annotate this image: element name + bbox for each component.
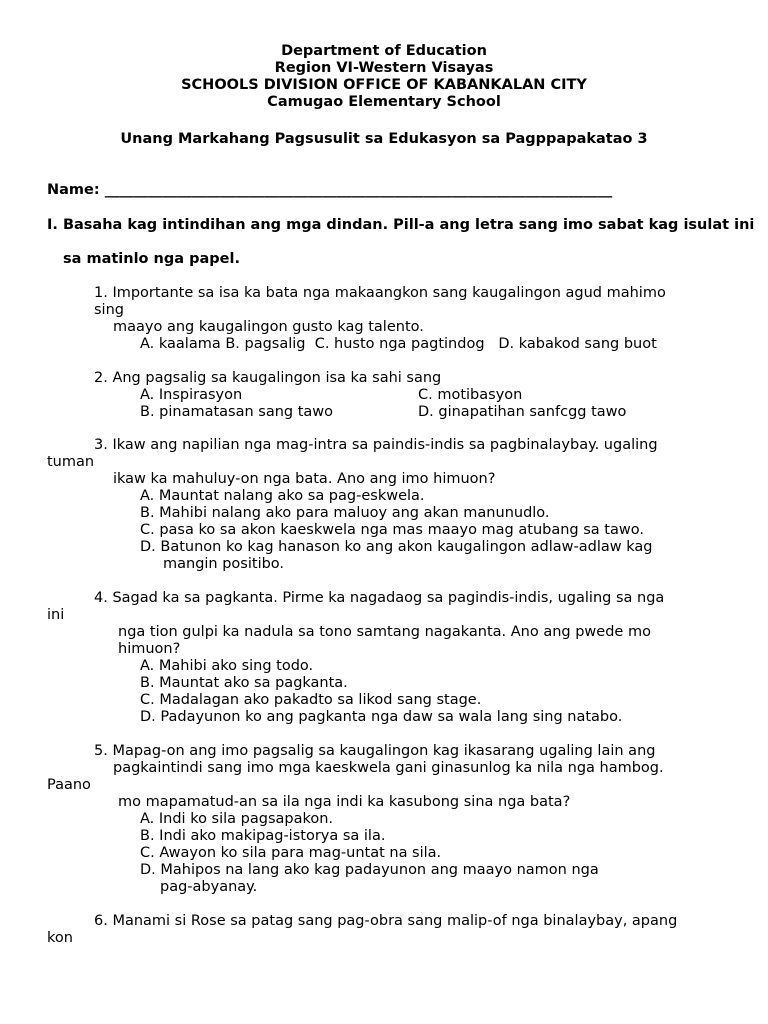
q5-option-d-line-1: D. Mahipos na lang ako kag padayunon ang maayo namon nga: [140, 862, 599, 878]
q2-option-b: B. pinamatasan sang tawo: [140, 404, 334, 420]
q3-option-a: A. Mauntat nalang ako sa pag-eskwela.: [140, 488, 425, 504]
q3-option-d-line-1: D. Batunon ko kag hanason ko ang akon kaugalingon adlaw-adlaw kag: [140, 539, 653, 555]
q3-option-d-line-2: mangin positibo.: [163, 556, 285, 572]
q3-stem-line-3: ikaw ka mahuluy-on nga bata. Ano ang imo himuon?: [113, 471, 496, 487]
q5-option-a: A. Indi ko sila pagsapakon.: [140, 811, 334, 827]
q5-option-d-line-2: pag-abyanay.: [160, 879, 258, 895]
q4-stem-line-2: ini: [47, 607, 65, 623]
q5-stem-line-3: Paano: [47, 777, 91, 793]
name-field: Name: ______________________________________________________________________: [47, 182, 613, 198]
q5-option-c: C. Awayon ko sila para mag-untat na sila.: [140, 845, 442, 861]
school-heading: Camugao Elementary School: [267, 94, 501, 110]
q5-option-b: B. Indi ako makipag-istorya sa ila.: [140, 828, 386, 844]
q4-stem-line-4: himuon?: [118, 641, 181, 657]
q3-option-c: C. pasa ko sa akon kaeskwela nga mas maayo mag atubang sa tawo.: [140, 522, 644, 538]
instructions-line-2: sa matinlo nga papel.: [63, 251, 240, 267]
department-heading: Department of Education: [281, 43, 487, 59]
q2-stem: 2. Ang pagsalig sa kaugalingon isa ka sahi sang: [94, 370, 442, 386]
q5-stem-line-4: mo mapamatud-an sa ila nga indi ka kasubong sina nga bata?: [118, 794, 571, 810]
q4-option-b: B. Mauntat ako sa pagkanta.: [140, 675, 348, 691]
q1-stem-line-2: sing: [94, 302, 124, 318]
q1-options: A. kaalama B. pagsalig C. husto nga pagtindog D. kabakod sang buot: [140, 336, 657, 352]
q4-stem-line-1: 4. Sagad ka sa pagkanta. Pirme ka nagadaog sa pagindis-indis, ugaling sa nga: [94, 590, 665, 606]
q5-stem-line-2: pagkaintindi sang imo mga kaeskwela gani ginasunlog ka nila nga hambog.: [113, 760, 664, 776]
region-heading: Region VI-Western Visayas: [274, 60, 494, 76]
q3-stem-line-1: 3. Ikaw ang napilian nga mag-intra sa paindis-indis sa pagbinalaybay. ugaling: [94, 437, 658, 453]
q4-option-a: A. Mahibi ako sing todo.: [140, 658, 314, 674]
q5-stem-line-1: 5. Mapag-on ang imo pagsalig sa kaugalingon kag ikasarang ugaling lain ang: [94, 743, 656, 759]
q1-stem-line-1: 1. Importante sa isa ka bata nga makaangkon sang kaugalingon agud mahimo: [94, 285, 666, 301]
q3-stem-line-2: tuman: [47, 454, 95, 470]
q1-stem-line-3: maayo ang kaugalingon gusto kag talento.: [113, 319, 424, 335]
division-heading: SCHOOLS DIVISION OFFICE OF KABANKALAN CITY: [181, 77, 587, 93]
instructions-line-1: I. Basaha kag intindihan ang mga dindan. Pill-a ang letra sang imo sabat kag isulat ini: [47, 217, 755, 233]
q2-option-a: A. Inspirasyon: [140, 387, 243, 403]
q3-option-b: B. Mahibi nalang ako para maluoy ang akan manunudlo.: [140, 505, 550, 521]
q4-option-d: D. Padayunon ko ang pagkanta nga daw sa wala lang sing natabo.: [140, 709, 623, 725]
exam-title: Unang Markahang Pagsusulit sa Edukasyon sa Pagppapakatao 3: [120, 131, 648, 147]
q6-stem-line-1: 6. Manami si Rose sa patag sang pag-obra sang malip-of nga binalaybay, apang: [94, 913, 678, 929]
q2-option-c: C. motibasyon: [418, 387, 523, 403]
q2-option-d: D. ginapatihan sanfcgg tawo: [418, 404, 627, 420]
q4-stem-line-3: nga tion gulpi ka nadula sa tono samtang nagakanta. Ano ang pwede mo: [118, 624, 651, 640]
q6-stem-line-2: kon: [47, 930, 73, 946]
q4-option-c: C. Madalagan ako pakadto sa likod sang stage.: [140, 692, 482, 708]
